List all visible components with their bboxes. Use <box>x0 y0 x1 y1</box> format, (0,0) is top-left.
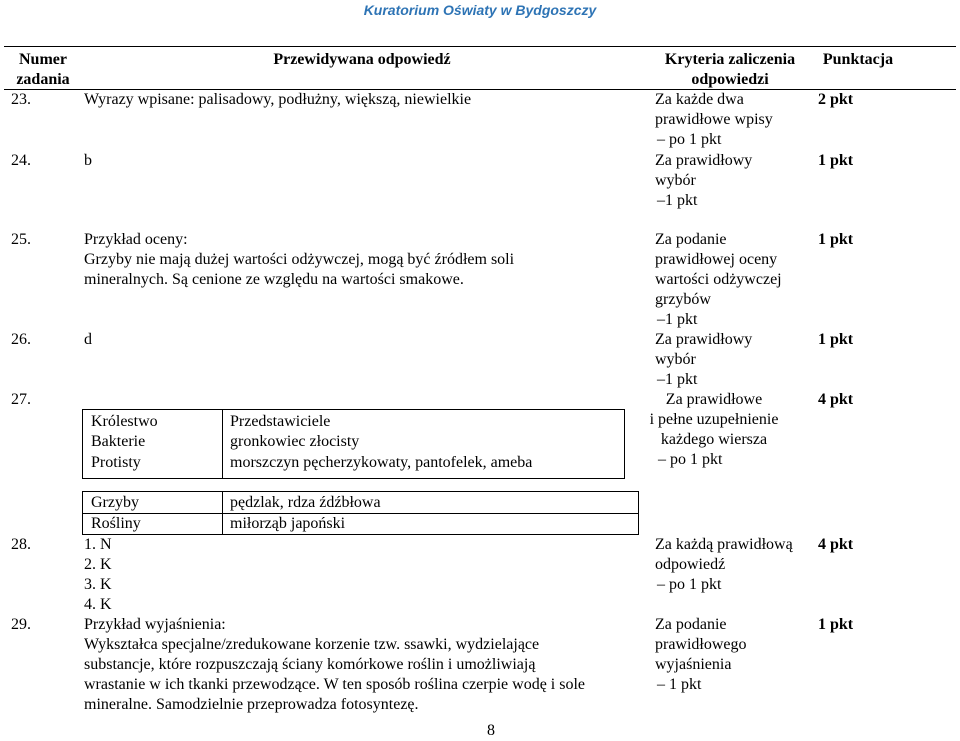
column-header-answer: Przewidywana odpowiedź <box>273 51 451 68</box>
q27-members-row: miłorząb japoński <box>230 515 346 532</box>
q26-points: 1 pkt <box>818 331 854 348</box>
q26-number: 26. <box>11 331 31 348</box>
q29-answer: Przykład wyjaśnienia: <box>84 616 226 633</box>
q27-kingdom-row: Bakterie <box>91 433 146 450</box>
q27-points: 4 pkt <box>818 391 854 408</box>
q23-points: 2 pkt <box>818 91 854 108</box>
q27-table-upper-divider <box>222 409 223 479</box>
q23-number: 23. <box>11 91 31 108</box>
page-header: Kuratorium Oświaty w Bydgoszczy <box>363 2 597 18</box>
q28-answers: 1. N 2. K 3. K 4. K <box>84 536 112 613</box>
q27-members-row: gronkowiec złocisty <box>230 433 360 450</box>
q27-members-row: pędzlak, rdza źdźbłowa <box>230 494 381 511</box>
q25-criteria: Za podanie prawidłowej oceny wartości odżywczej grzybów –1 pkt <box>655 231 782 328</box>
q25-number: 25. <box>11 231 31 248</box>
q23-answer: Wyrazy wpisane: palisadowy, podłużny, większą, niewielkie <box>84 91 472 108</box>
page-number: 8 <box>487 722 495 739</box>
q24-number: 24. <box>11 152 31 169</box>
column-header-number: Numer zadania <box>16 51 70 88</box>
column-header-points: Punktacja <box>822 51 894 68</box>
q27-kingdom-row: Grzyby <box>91 494 139 511</box>
q27-table-lower-row-line <box>82 513 639 514</box>
q29-points: 1 pkt <box>818 616 854 633</box>
q27-number: 27. <box>11 391 31 408</box>
q27-members-header: Przedstawiciele <box>230 413 331 430</box>
q29-number: 29. <box>11 616 31 633</box>
q24-answer: b <box>84 152 92 169</box>
q27-members-row: morszczyn pęcherzykowaty, pantofelek, ameba <box>230 454 533 471</box>
q27-kingdom-row: Protisty <box>91 454 141 471</box>
table-top-border <box>4 46 956 47</box>
q25-points: 1 pkt <box>818 231 854 248</box>
q26-criteria: Za prawidłowy wybór –1 pkt <box>655 331 753 388</box>
q25-answer: Przykład oceny: Grzyby nie mają dużej wartości odżywczej, mogą być źródłem soli mineralnych. Są cenione ze względu na wartości smakowe. <box>84 231 515 288</box>
q27-criteria: Za prawidłowe i pełne uzupełnienie każdego wiersza – po 1 pkt <box>649 391 779 468</box>
q29-answer-body: Wykształca specjalne/zredukowane korzenie tzw. ssawki, wydzielające substancje, które rozpuszczają ściany komórkowe roślin i umożliwiają wrastanie w ich tkanki przewodzące. W ten sposób roślina czerpie wodę i sole mineralne. Samodzielnie przeprowadza fotosyntezę. <box>84 636 586 713</box>
q26-answer: d <box>84 331 92 348</box>
q28-criteria: Za każdą prawidłową odpowiedź – po 1 pkt <box>655 536 793 593</box>
q24-points: 1 pkt <box>818 152 854 169</box>
q27-kingdom-header: Królestwo <box>91 413 158 430</box>
q28-number: 28. <box>11 536 31 553</box>
column-header-criteria: Kryteria zaliczenia odpowiedzi <box>664 51 796 88</box>
q24-criteria: Za prawidłowy wybór –1 pkt <box>655 152 753 209</box>
q28-points: 4 pkt <box>818 536 854 553</box>
q29-criteria: Za podanie prawidłowego wyjaśnienia – 1 pkt <box>655 616 747 693</box>
q23-criteria: Za każde dwa prawidłowe wpisy – po 1 pkt <box>655 91 773 148</box>
q27-kingdom-row: Rośliny <box>91 515 141 532</box>
